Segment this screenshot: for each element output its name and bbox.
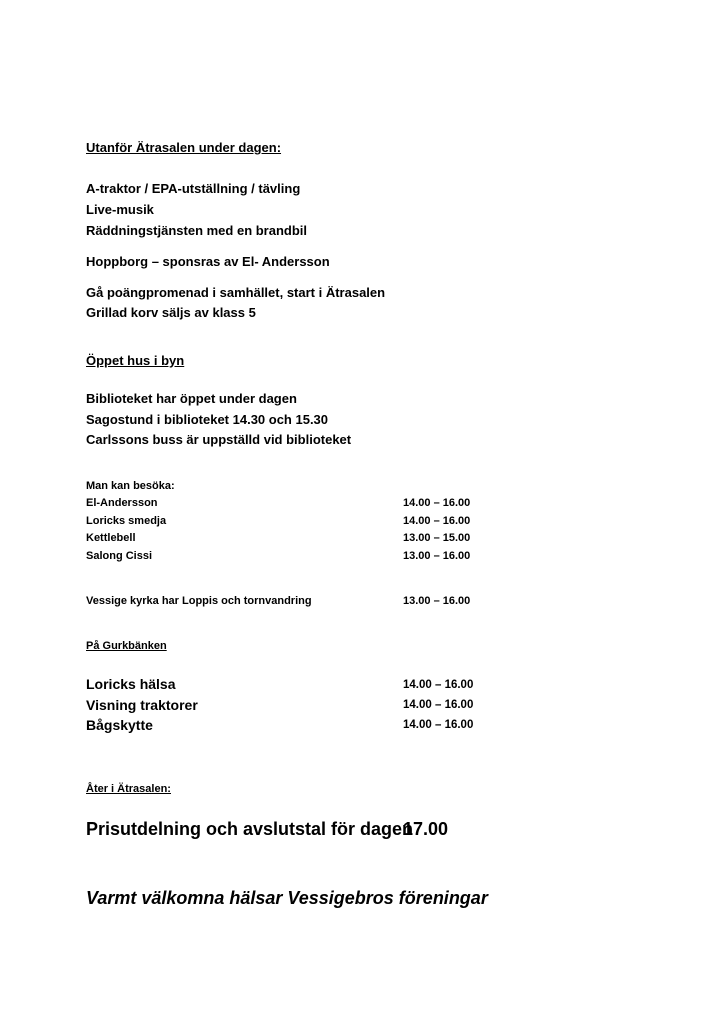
closing-greeting: Varmt välkomna hälsar Vessigebros föreningar: [86, 888, 488, 908]
visit-item-time: 14.00 – 16.00: [403, 497, 471, 509]
gurkbanken-item-name: Loricks hälsa: [86, 676, 176, 692]
gurkbanken-heading: På Gurkbänken: [86, 640, 167, 652]
visit-item-name: Salong Cissi: [86, 550, 153, 562]
visit-heading: Man kan besöka:: [86, 480, 175, 492]
award-text: Prisutdelning och avslutstal för dagen: [86, 819, 414, 839]
church-item-time: 13.00 – 16.00: [403, 595, 471, 607]
library-line: Carlssons buss är uppställd vid biblioteket: [86, 432, 352, 447]
visit-item-name: Kettlebell: [86, 532, 136, 544]
activity-line: Hoppborg – sponsras av El- Andersson: [86, 254, 330, 269]
activity-line: Live-musik: [86, 202, 154, 217]
section-heading-outside: Utanför Ätrasalen under dagen:: [86, 140, 282, 155]
gurkbanken-item-name: Visning traktorer: [86, 697, 198, 713]
gurkbanken-item-time: 14.00 – 16.00: [403, 679, 474, 691]
visit-item-time: 13.00 – 15.00: [403, 532, 471, 544]
activity-line: Gå poängpromenad i samhället, start i Ätrasalen: [86, 285, 386, 300]
activity-line: Räddningstjänsten med en brandbil: [86, 223, 308, 238]
gurkbanken-item-time: 14.00 – 16.00: [403, 719, 474, 731]
gurkbanken-item-name: Bågskytte: [86, 717, 153, 733]
section-heading-open-house: Öppet hus i byn: [86, 353, 185, 368]
library-line: Sagostund i biblioteket 14.30 och 15.30: [86, 412, 329, 427]
award-time: 17.00: [403, 819, 449, 839]
activity-line: A-traktor / EPA-utställning / tävling: [86, 181, 301, 196]
return-heading: Åter i Ätrasalen:: [86, 783, 171, 795]
visit-item-name: El-Andersson: [86, 497, 158, 509]
visit-item-time: 13.00 – 16.00: [403, 550, 471, 562]
gurkbanken-item-time: 14.00 – 16.00: [403, 699, 474, 711]
visit-item-time: 14.00 – 16.00: [403, 515, 471, 527]
library-line: Biblioteket har öppet under dagen: [86, 391, 297, 406]
church-item-name: Vessige kyrka har Loppis och tornvandring: [86, 595, 312, 607]
visit-item-name: Loricks smedja: [86, 515, 167, 527]
activity-line: Grillad korv säljs av klass 5: [86, 305, 256, 320]
